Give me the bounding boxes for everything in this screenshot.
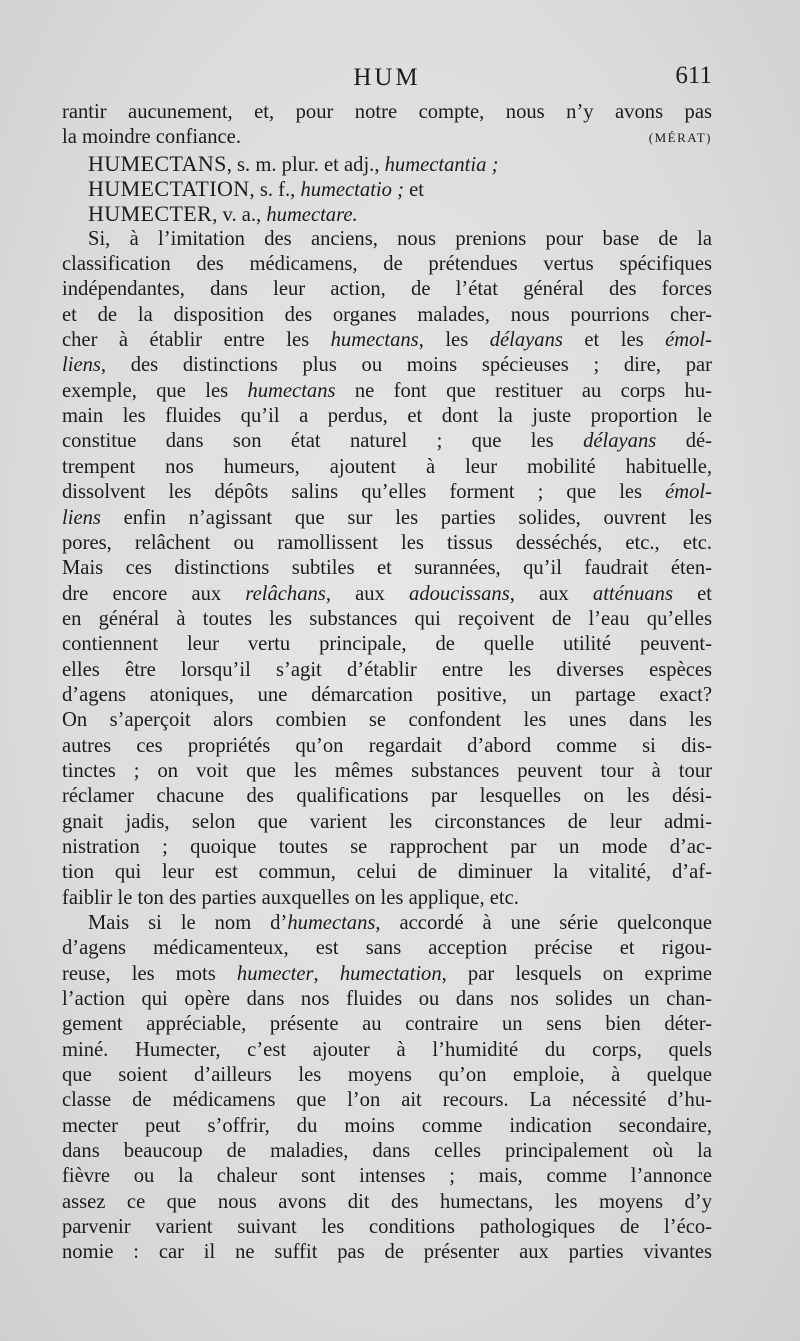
page-header xyxy=(62,62,712,96)
italic-term: liens xyxy=(62,354,101,377)
text-fragment: , accordé à une série quelconque xyxy=(375,912,712,934)
text-line: d’agens atoniques, une démarcation positive, un partage exact? xyxy=(62,683,712,706)
italic-term: humecter xyxy=(236,962,314,985)
dictionary-entry xyxy=(62,176,712,201)
text-line: autres ces propriétés qu’on regardait d’abord comme si dis- xyxy=(62,734,712,757)
entry-latin: humectare. xyxy=(266,204,358,227)
text-fragment: , aux xyxy=(325,582,410,605)
entry-latin: humectantia ; xyxy=(384,153,499,176)
italic-term: humectans xyxy=(330,329,419,352)
text-line: Mais ces distinctions subtiles et surannées, qu’il faudrait éten- xyxy=(62,557,712,580)
text-line: tion qui leur est commun, celui de diminuer la vitalité, d’af- xyxy=(62,861,712,884)
text-line: nistration ; quoique toutes se rapprochent par un mode d’ac- xyxy=(62,835,712,858)
italic-term: relâchans xyxy=(245,582,326,605)
text-line xyxy=(62,911,712,936)
entry-term: HUMECTATION xyxy=(88,176,250,202)
entry-latin: humectatio ; xyxy=(300,179,404,202)
text-line xyxy=(62,962,712,987)
entry-grammar: , s. m. plur. et adj., xyxy=(226,153,385,176)
italic-term: liens xyxy=(62,506,101,529)
italic-term: atténuans xyxy=(592,582,673,605)
entry-grammar: , v. a., xyxy=(212,204,267,227)
entry-tail: et xyxy=(403,179,424,202)
text-line: gement appréciable, présente au contraire un sens bien déter- xyxy=(62,1013,712,1036)
text-fragment: Mais si le nom d’ xyxy=(88,912,288,934)
text-fragment: et xyxy=(672,582,712,605)
text-fragment: constitue dans son état naturel ; que les xyxy=(62,430,584,453)
text-line: gnait jadis, selon que varient les circonstances de leur admi- xyxy=(62,810,712,833)
text-fragment: , xyxy=(313,962,340,985)
text-line: que soient d’ailleurs les moyens qu’on emploie, à quelque xyxy=(62,1064,712,1087)
page-number: 611 xyxy=(675,62,712,89)
text-line: Si, à l’imitation des anciens, nous prenions pour base de la xyxy=(88,227,712,250)
text-line: l’action qui opère dans nos fluides ou dans nos solides un chan- xyxy=(62,988,712,1011)
text-fragment: , par lesquels on exprime xyxy=(441,962,712,985)
text-line: pores, relâchent ou ramollissent les tissus desséchés, etc., etc. xyxy=(62,531,712,554)
text-line xyxy=(62,582,712,607)
text-line: contiennent leur vertu principale, de quelle utilité peuvent- xyxy=(62,633,712,656)
text-line xyxy=(62,379,712,404)
author-signature: (MÉRAT) xyxy=(648,130,712,146)
text-fragment: ne font que restituer au corps hu- xyxy=(335,379,712,402)
text-line: faiblir le ton des parties auxquelles on les applique, etc. xyxy=(62,886,519,909)
text-fragment: et les xyxy=(562,329,666,352)
text-line: classe de médicamens que l’on ait recours. La nécessité d’hu- xyxy=(62,1089,712,1112)
text-line: d’agens médicamenteux, est sans acception précise et rigou- xyxy=(62,937,712,960)
text-line: indépendantes, dans leur action, de l’état général des forces xyxy=(62,278,712,301)
text-fragment: la moindre confiance. xyxy=(62,126,241,149)
text-line: et de la disposition des organes malades, nous pourrions cher- xyxy=(62,303,712,326)
text-line: mecter peut s’offrir, du moins comme indication secondaire, xyxy=(62,1114,712,1137)
text-fragment: dé- xyxy=(656,430,712,453)
dictionary-entry xyxy=(62,151,712,176)
text-line: nomie : car il ne suffit pas de présenter aux parties vivantes xyxy=(62,1241,712,1264)
text-fragment: reuse, les mots xyxy=(62,962,237,985)
running-head: HUM xyxy=(353,64,421,91)
text-line: main les fluides qu’il a perdus, et dont la juste proportion le xyxy=(62,405,712,428)
text-line: réclamer chacune des qualifications par lesquelles on les dési- xyxy=(62,785,712,808)
italic-term: adoucissans xyxy=(409,582,510,605)
text-line: tinctes ; on voit que les mêmes substances peuvent tour à tour xyxy=(62,759,712,782)
dictionary-entry xyxy=(62,201,712,226)
text-line: elles être lorsqu’il s’agit d’établir entre les diverses espèces xyxy=(62,658,712,681)
text-line xyxy=(62,506,712,531)
text-fragment: , des distinctions plus ou moins spécieuses ; dire, par xyxy=(100,354,712,377)
text-fragment: dissolvent les dépôts salins qu’elles forment ; que les xyxy=(62,481,666,504)
page-body xyxy=(62,100,712,1266)
text-fragment: cher à établir entre les xyxy=(62,329,331,352)
entry-term: HUMECTANS xyxy=(88,150,227,176)
text-fragment: , les xyxy=(418,329,490,352)
italic-term: émol- xyxy=(665,481,712,504)
text-line: rantir aucunement, et, pour notre compte, nous n’y avons pas xyxy=(62,101,712,123)
text-line: classification des médicamens, de prétendues vertus spécifiques xyxy=(62,253,712,276)
text-line: dans beaucoup de maladies, dans celles principalement où la xyxy=(62,1140,712,1163)
text-line xyxy=(62,429,712,454)
italic-term: émol- xyxy=(665,329,712,352)
text-line xyxy=(62,125,712,150)
text-line xyxy=(62,328,712,353)
italic-term: délayans xyxy=(489,329,563,352)
text-fragment: enfin n’agissant que sur les parties solides, ouvrent les xyxy=(100,506,712,529)
text-line: parvenir varient suivant les conditions pathologiques de l’éco- xyxy=(62,1216,712,1239)
italic-term: humectans xyxy=(247,379,336,402)
text-fragment: dre encore aux xyxy=(62,582,246,605)
text-line: assez ce que nous avons dit des humectans, les moyens d’y xyxy=(62,1190,712,1213)
entry-term: HUMECTER xyxy=(88,201,213,227)
text-line: miné. Humecter, c’est ajouter à l’humidité du corps, quels xyxy=(62,1038,712,1061)
text-fragment: exemple, que les xyxy=(62,379,248,402)
text-line xyxy=(62,353,712,378)
text-line: en général à toutes les substances qui reçoivent de l’eau qu’elles xyxy=(62,607,712,630)
italic-term: humectation xyxy=(339,962,442,985)
text-line xyxy=(62,480,712,505)
italic-term: humectans xyxy=(287,912,376,934)
text-line: fièvre ou la chaleur sont intenses ; mais, comme l’annonce xyxy=(62,1165,712,1188)
italic-term: délayans xyxy=(583,430,657,453)
entry-grammar: , s. f., xyxy=(249,179,301,202)
text-line: trempent nos humeurs, ajoutent à leur mobilité habituelle, xyxy=(62,455,712,478)
text-line: On s’aperçoit alors combien se confondent les unes dans les xyxy=(62,709,712,732)
text-fragment: , aux xyxy=(509,582,593,605)
